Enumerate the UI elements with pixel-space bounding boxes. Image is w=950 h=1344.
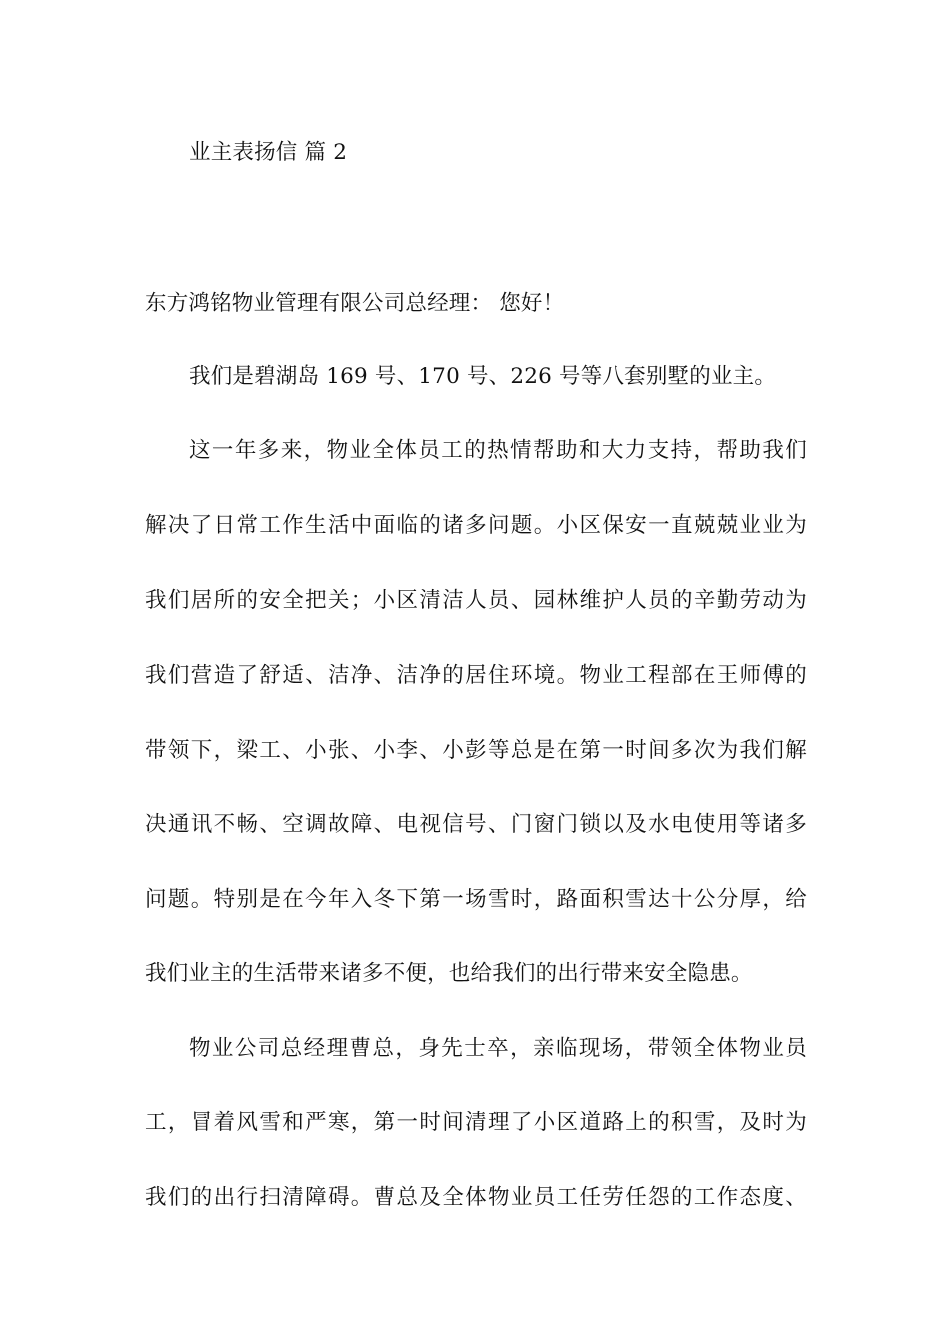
salutation-line: 东方鸿铭物业管理有限公司总经理： 您好！ (145, 291, 565, 316)
paragraph-line: 问题。特别是在今年入冬下第一场雪时，路面积雪达十公分厚，给 (145, 887, 807, 912)
document-title: 业主表扬信 篇 2 (189, 140, 348, 165)
paragraph-line: 带领下，梁工、小张、小李、小彭等总是在第一时间多次为我们解 (145, 738, 807, 763)
paragraph-line: 决通讯不畅、空调故障、电视信号、门窗门锁以及水电使用等诸多 (145, 812, 807, 837)
paragraph-line: 我们业主的生活带来诸多不便，也给我们的出行带来安全隐患。 (145, 961, 753, 986)
paragraph-line: 我们的出行扫清障碍。曹总及全体物业员工任劳任怨的工作态度、 (145, 1185, 807, 1210)
paragraph-line: 我们是碧湖岛 169 号、170 号、226 号等八套别墅的业主。 (189, 364, 777, 389)
paragraph-line: 这一年多来，物业全体员工的热情帮助和大力支持，帮助我们 (189, 438, 807, 463)
paragraph-line: 我们营造了舒适、洁净、洁净的居住环境。物业工程部在王师傅的 (145, 663, 807, 688)
paragraph-line: 工，冒着风雪和严寒，第一时间清理了小区道路上的积雪，及时为 (145, 1110, 807, 1135)
paragraph-line: 我们居所的安全把关；小区清洁人员、园林维护人员的辛勤劳动为 (145, 588, 807, 613)
paragraph-line: 物业公司总经理曹总，身先士卒，亲临现场，带领全体物业员 (189, 1036, 807, 1061)
paragraph-line: 解决了日常工作生活中面临的诸多问题。小区保安一直兢兢业业为 (145, 513, 807, 538)
